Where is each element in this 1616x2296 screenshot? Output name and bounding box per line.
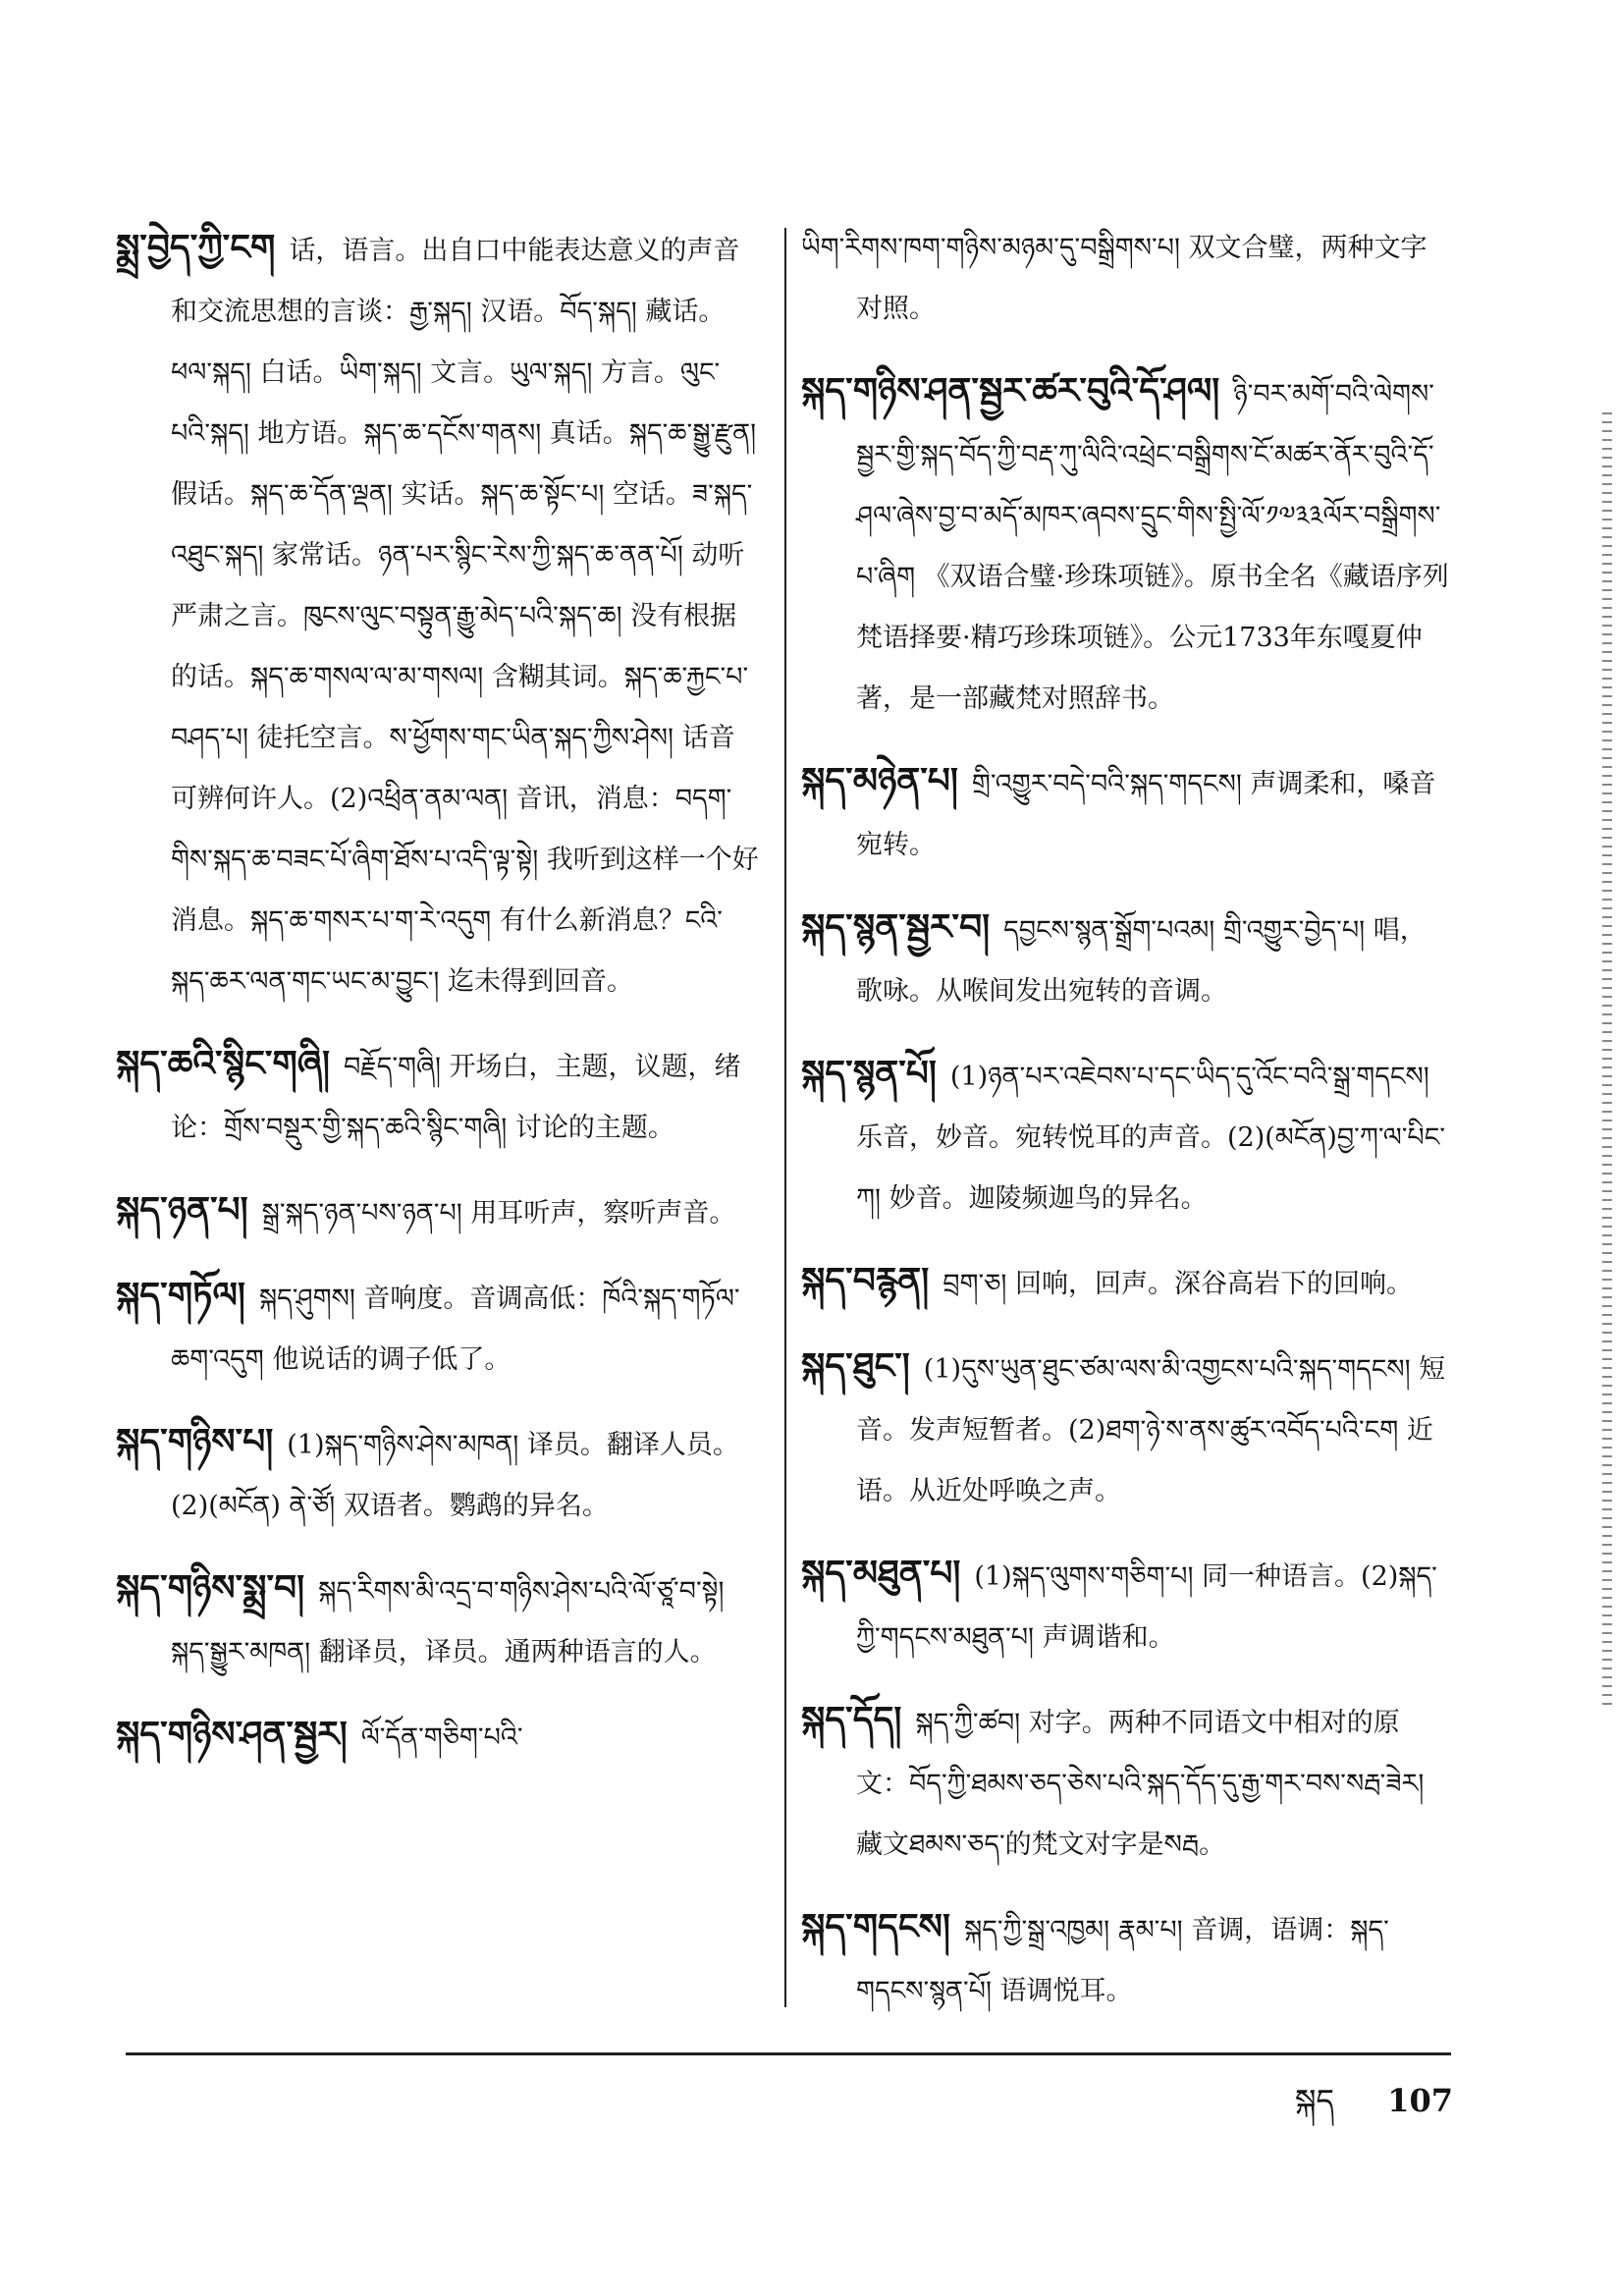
entry-headword: སྐད་ཐུང་།	[801, 1346, 910, 1387]
dictionary-entry	[116, 1412, 759, 1537]
dictionary-entry	[801, 1044, 1449, 1230]
entry-headword: སྐད་ཆའི་སྙིང་གཞི།	[116, 1044, 330, 1084]
footer-rule	[126, 2052, 1451, 2055]
entry-definition: སྒྲ་སྐད་ཉན་པས་ཉན་པ། 用耳听声，察听声音。	[261, 1198, 736, 1229]
page-footer	[1178, 2066, 1453, 2155]
dictionary-entry	[116, 1180, 759, 1244]
folio-word: སྐད	[1294, 2082, 1335, 2119]
entry-definition: སྐད་ཀྱི་སྒྲ་འཁྱམ། རྣམ་པ། 音调，语调：སྐད་གདངས་སྙན་པོ། 语调悦耳。	[856, 1915, 1389, 2006]
dictionary-entry	[801, 1337, 1449, 1522]
entry-definition: གྲི་འགྱུར་བདེ་བའི་སྐད་གདངས། 声调柔和，嗓音宛转。	[856, 769, 1436, 860]
entry-headword: སྨྲ་བྱེད་ཀྱི་ངག	[116, 228, 276, 268]
entry-definition: (1)ཉན་པར་འཇེབས་པ་དང་ཡིད་དུ་འོང་བའི་སྒྲ་གདངས། 乐音，妙音。宛转悦耳的声音。(2)(མངོན)བྱ་ཀ་ལ་པིང་ཀ། 妙音。迦陵频迦鸟的异名。	[856, 1062, 1445, 1214]
right-column	[801, 218, 1449, 2044]
entry-definition: བྲག་ཅ། 回响，回声。深谷高岩下的回响。	[943, 1269, 1413, 1299]
dictionary-entry	[116, 1558, 759, 1683]
entry-headword: སྐད་སྙན་པོ།	[801, 1054, 937, 1094]
entry-definition: ཉི་བར་མགོ་བའི་ལེགས་སྦྱར་གྱི་སྐད་བོད་ཀྱི་བརྡ་ཀུ་ལིའི་འཕྲེང་བསྒྲིགས་ངོ་མཚར་ནོར་བུའི་དོ་ཤལ་ཞེས་བྱ་བ་མདོ་མཁར་ཞབས་དྲུང་གིས་སྤྱི་ལོ་༡༧༣༣ལོར་བསྒྲིགས་པ་ཞིག 《双语合璧·珍珠项链》。原书全名《藏语序列梵语择要·精巧珍珠项链》。公元1733年东嘎夏仲著，是一部藏梵对照辞书。	[856, 379, 1449, 714]
dictionary-entry	[801, 218, 1449, 340]
left-column	[116, 218, 759, 1790]
entry-definition: (1)སྐད་གཉིས་ཤེས་མཁན། 译员。翻译人员。(2)(མངོན) ནེ་ཙོ། 双语者。鹦鹉的异名。	[171, 1430, 739, 1521]
dictionary-entry	[801, 751, 1449, 876]
entry-definition: 话，语言。出自口中能表达意义的声音和交流思想的言谈：རྒྱ་སྐད། 汉语。བོད་སྐད། 藏话。ཕལ་སྐད། 白话。ཡིག་སྐད། 文言。ཡུལ་སྐད། 方言。ལུང་པའི་སྐད། 地方语。སྐད་ཆ་དངོས་གནས། 真话。སྐད་ཆ་སྒྱུ་རྫུན། 假话。སྐད་ཆ་དོན་ལྡན། 实话。སྐད་ཆ་སྟོང་པ། 空话。ཟ་སྐད་འཐུང་སྐད། 家常话。ཉན་པར་སྙིང་རེས་ཀྱི་སྐད་ཆ་ནན་པོ། 动听严肃之言。ཁུངས་ལུང་བསྟུན་རྒྱུ་མེད་པའི་སྐད་ཆ། 没有根据的话。སྐད་ཆ་གསལ་ལ་མ་གསལ། 含糊其词。སྐད་ཆ་རྐྱང་པ་བཤད་པ། 徒托空言。ས་ཕྱོགས་གང་ཡིན་སྐད་ཀྱིས་ཤེས། 话音可辨何许人。(2)འཕྲིན་ནམ་ལན། 音讯，消息：བདག་གིས་སྐད་ཆ་བཟང་པོ་ཞིག་ཐོས་པ་འདི་ལྟ་སྟེ། 我听到这样一个好消息。སྐད་ཆ་གསར་པ་ག་རེ་འདུག 有什么新消息？ངའི་སྐད་ཆར་ལན་གང་ཡང་མ་བྱུང་། 迄未得到回音。	[171, 236, 759, 997]
entry-headword: སྐད་གཉིས་ཤན་སྦྱར།	[116, 1715, 348, 1755]
dictionary-entry	[801, 1544, 1449, 1668]
entry-definition: ཡིག་རིགས་ཁག་གཉིས་མཉམ་དུ་བསྒྲིགས་པ། 双文合璧，两种文字对照。	[801, 233, 1427, 324]
page-number: 107	[1387, 2082, 1453, 2119]
entry-headword: སྐད་དོད།	[801, 1700, 902, 1740]
dictionary-entry	[801, 1690, 1449, 1876]
dictionary-entry	[116, 1266, 759, 1391]
column-divider	[784, 228, 786, 2007]
dictionary-entry	[801, 1897, 1449, 2022]
entry-headword: སྐད་གདངས།	[801, 1907, 950, 1947]
dictionary-entry	[801, 898, 1449, 1022]
dictionary-entry	[116, 218, 759, 1012]
entry-definition: སྐད་ཀྱི་ཚབ། 对字。两种不同语文中相对的原文：བོད་ཀྱི་ཐམས་ཅད་ཅེས་པའི་སྐད་དོད་དུ་རྒྱ་གར་བས་སརྦ་ཟེར། 藏文ཐམས་ཅད་的梵文对字是སརྦ。	[856, 1708, 1425, 1860]
entry-definition: སྐད་རིགས་མི་འདྲ་བ་གཉིས་ཤེས་པའི་ལོ་ཙཱ་བ་སྟེ། སྐད་སྒྱུར་མཁན། 翻译员，译员。通两种语言的人。	[171, 1576, 725, 1667]
entry-definition: བརྗོད་གཞི། 开场白，主题，议题，绪论：གྲོས་བསྡུར་གྱི་སྐད་ཆའི་སྙིང་གཞི། 讨论的主题。	[171, 1052, 741, 1143]
entry-headword: སྐད་མཐུན་པ།	[801, 1554, 961, 1594]
entry-headword: སྐད་གཏོལ།	[116, 1276, 245, 1316]
entry-definition: སྐད་ཤུགས། 音响度。音调高低：ཁོའི་སྐད་གཏོལ་ཆག་འདུག 他说话的调子低了。	[171, 1284, 740, 1375]
entry-definition: (1)སྐད་ལུགས་གཅིག་པ། 同一种语言。(2)སྐད་ཀྱི་གདངས་མཐུན་པ། 声调谐和。	[856, 1561, 1437, 1653]
entry-headword: སྐད་གཉིས་སྨྲ་བ།	[116, 1568, 305, 1609]
entry-headword: སྐད་སྙན་སྦྱར་བ།	[801, 907, 991, 948]
entry-headword: སྐད་བརྙན།	[801, 1261, 930, 1301]
dictionary-entry	[116, 1034, 759, 1159]
entry-definition: (1)དུས་ཡུན་ཐུང་ཙམ་ལས་མི་འགྱངས་པའི་སྐད་གདངས། 短音。发声短暂者。(2)ཐག་ཉེ་ས་ནས་ཚུར་འབོད་པའི་ངག 近语。从近处呼唤之声。	[856, 1354, 1446, 1506]
margin-scan-marks	[1602, 412, 1612, 1709]
dictionary-entry	[801, 361, 1449, 730]
entry-definition: དབྱངས་སྙན་སྒྲོག་པའམ། གྲི་འགྱུར་བྱེད་པ། 唱，歌咏。从喉间发出宛转的音调。	[856, 915, 1427, 1007]
entry-headword: སྐད་གཉིས་ཤན་སྦྱར་ཚར་བུའི་དོ་ཤལ།	[801, 371, 1220, 411]
dictionary-entry	[116, 1705, 759, 1769]
entry-definition: ལོ་དོན་གཅིག་པའི་	[360, 1722, 523, 1753]
entry-headword: སྐད་མཉེན་པ།	[801, 761, 958, 801]
entry-headword: སྐད་གཉིས་པ།	[116, 1422, 274, 1462]
entry-headword: སྐད་ཉན་པ།	[116, 1190, 248, 1230]
dictionary-entry	[801, 1251, 1449, 1315]
